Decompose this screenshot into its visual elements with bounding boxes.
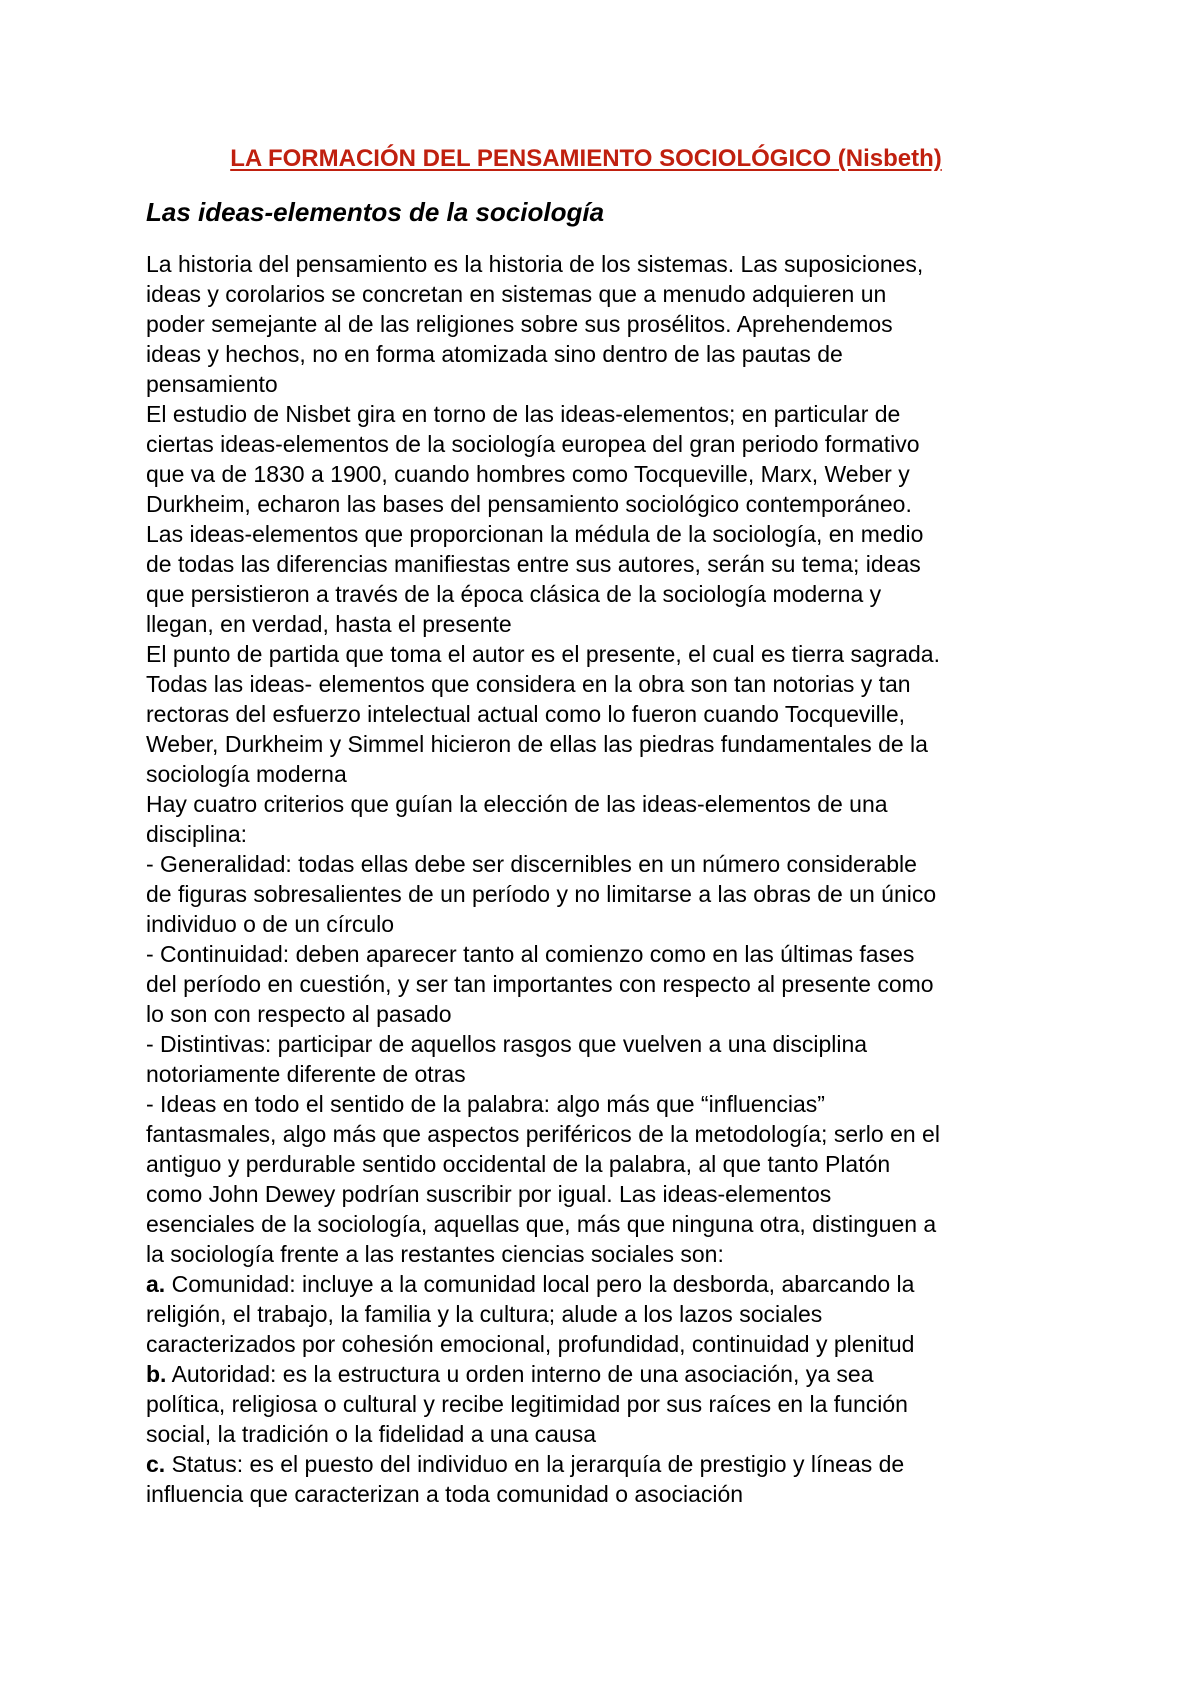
text-line — [146, 519, 1066, 549]
line-text: sociología moderna — [146, 761, 347, 787]
text-line — [146, 669, 1066, 699]
line-text: lo son con respecto al pasado — [146, 1001, 452, 1027]
text-line — [146, 699, 1066, 729]
line-text: rectoras del esfuerzo intelectual actual como lo fueron cuando Tocqueville, — [146, 701, 906, 727]
line-text: pensamiento — [146, 371, 278, 397]
text-line — [146, 639, 1066, 669]
line-text: la sociología frente a las restantes ciencias sociales son: — [146, 1241, 724, 1267]
line-text: disciplina: — [146, 821, 247, 847]
text-line — [146, 1179, 1066, 1209]
text-line — [146, 939, 1066, 969]
line-text: como John Dewey podrían suscribir por igual. Las ideas-elementos — [146, 1181, 832, 1207]
text-line — [146, 879, 1066, 909]
list-marker: b. — [146, 1361, 167, 1387]
line-text: Comunidad: incluye a la comunidad local pero la desborda, abarcando la — [165, 1271, 915, 1297]
line-text: de figuras sobresalientes de un período y no limitarse a las obras de un único — [146, 881, 937, 907]
line-text: El punto de partida que toma el autor es el presente, el cual es tierra sagrada. — [146, 641, 940, 667]
text-line — [146, 819, 1066, 849]
text-line — [146, 729, 1066, 759]
line-text: política, religiosa o cultural y recibe legitimidad por sus raíces en la función — [146, 1391, 908, 1417]
line-text: Las ideas-elementos que proporcionan la médula de la sociología, en medio — [146, 521, 924, 547]
text-line — [146, 969, 1066, 999]
text-line — [146, 279, 1066, 309]
line-text: del período en cuestión, y ser tan importantes con respecto al presente como — [146, 971, 934, 997]
text-line — [146, 789, 1066, 819]
text-line — [146, 1419, 1066, 1449]
line-text: La historia del pensamiento es la historia de los sistemas. Las suposiciones, — [146, 251, 924, 277]
line-text: notoriamente diferente de otras — [146, 1061, 466, 1087]
text-line — [146, 459, 1066, 489]
list-marker: c. — [146, 1451, 166, 1477]
text-line — [146, 1059, 1066, 1089]
text-line — [146, 849, 1066, 879]
line-text: de todas las diferencias manifiestas entre sus autores, serán su tema; ideas — [146, 551, 921, 577]
text-line — [146, 759, 1066, 789]
line-text: Durkheim, echaron las bases del pensamiento sociológico contemporáneo. — [146, 491, 912, 517]
line-text: - Ideas en todo el sentido de la palabra: algo más que “influencias” — [146, 1091, 825, 1117]
line-text: influencia que caracterizan a toda comunidad o asociación — [146, 1481, 744, 1507]
text-line — [146, 1299, 1066, 1329]
section-heading: Las ideas-elementos de la sociología — [146, 197, 605, 227]
text-line — [146, 1209, 1066, 1239]
line-text: ciertas ideas-elementos de la sociología europea del gran periodo formativo — [146, 431, 920, 457]
text-line — [146, 1269, 1066, 1299]
line-text: El estudio de Nisbet gira en torno de las ideas-elementos; en particular de — [146, 401, 901, 427]
line-text: religión, el trabajo, la familia y la cultura; alude a los lazos sociales — [146, 1301, 823, 1327]
line-text: Autoridad: es la estructura u orden interno de una asociación, ya sea — [166, 1361, 874, 1387]
document-content — [146, 143, 1066, 1509]
line-text: que va de 1830 a 1900, cuando hombres como Tocqueville, Marx, Weber y — [146, 461, 910, 487]
line-text: Status: es el puesto del individuo en la jerarquía de prestigio y líneas de — [165, 1451, 905, 1477]
line-text: fantasmales, algo más que aspectos periféricos de la metodología; serlo en el — [146, 1121, 940, 1147]
text-line — [146, 1089, 1066, 1119]
line-text: Weber, Durkheim y Simmel hicieron de ellas las piedras fundamentales de la — [146, 731, 928, 757]
line-text: - Generalidad: todas ellas debe ser discernibles en un número considerable — [146, 851, 917, 877]
line-text: - Distintivas: participar de aquellos rasgos que vuelven a una disciplina — [146, 1031, 868, 1057]
line-text: Hay cuatro criterios que guían la elección de las ideas-elementos de una — [146, 791, 888, 817]
text-line — [146, 1389, 1066, 1419]
text-line — [146, 999, 1066, 1029]
line-text: ideas y corolarios se concretan en sistemas que a menudo adquieren un — [146, 281, 887, 307]
line-text: poder semejante al de las religiones sobre sus prosélitos. Aprehendemos — [146, 311, 893, 337]
line-text: caracterizados por cohesión emocional, profundidad, continuidad y plenitud — [146, 1331, 915, 1357]
document-title: LA FORMACIÓN DEL PENSAMIENTO SOCIOLÓGICO (Nisbeth) — [230, 145, 942, 172]
line-text: individuo o de un círculo — [146, 911, 395, 937]
line-text: Todas las ideas- elementos que considera en la obra son tan notorias y tan — [146, 671, 911, 697]
line-text: - Continuidad: deben aparecer tanto al comienzo como en las últimas fases — [146, 941, 915, 967]
text-line — [146, 309, 1066, 339]
text-line — [146, 1239, 1066, 1269]
text-line — [146, 549, 1066, 579]
body-text — [146, 249, 1066, 1509]
text-line — [146, 1479, 1066, 1509]
text-line — [146, 909, 1066, 939]
text-line — [146, 1449, 1066, 1479]
text-line — [146, 489, 1066, 519]
text-line — [146, 1119, 1066, 1149]
text-line — [146, 429, 1066, 459]
text-line — [146, 1149, 1066, 1179]
text-line — [146, 1029, 1066, 1059]
text-line — [146, 609, 1066, 639]
line-text: antiguo y perdurable sentido occidental de la palabra, al que tanto Platón — [146, 1151, 891, 1177]
text-line — [146, 249, 1066, 279]
line-text: ideas y hechos, no en forma atomizada sino dentro de las pautas de — [146, 341, 843, 367]
text-line — [146, 369, 1066, 399]
text-line — [146, 1359, 1066, 1389]
text-line — [146, 339, 1066, 369]
text-line — [146, 1329, 1066, 1359]
text-line — [146, 579, 1066, 609]
text-line — [146, 399, 1066, 429]
list-marker: a. — [146, 1271, 166, 1297]
line-text: que persistieron a través de la época clásica de la sociología moderna y — [146, 581, 882, 607]
line-text: esenciales de la sociología, aquellas que, más que ninguna otra, distinguen a — [146, 1211, 937, 1237]
line-text: llegan, en verdad, hasta el presente — [146, 611, 512, 637]
line-text: social, la tradición o la fidelidad a una causa — [146, 1421, 597, 1447]
